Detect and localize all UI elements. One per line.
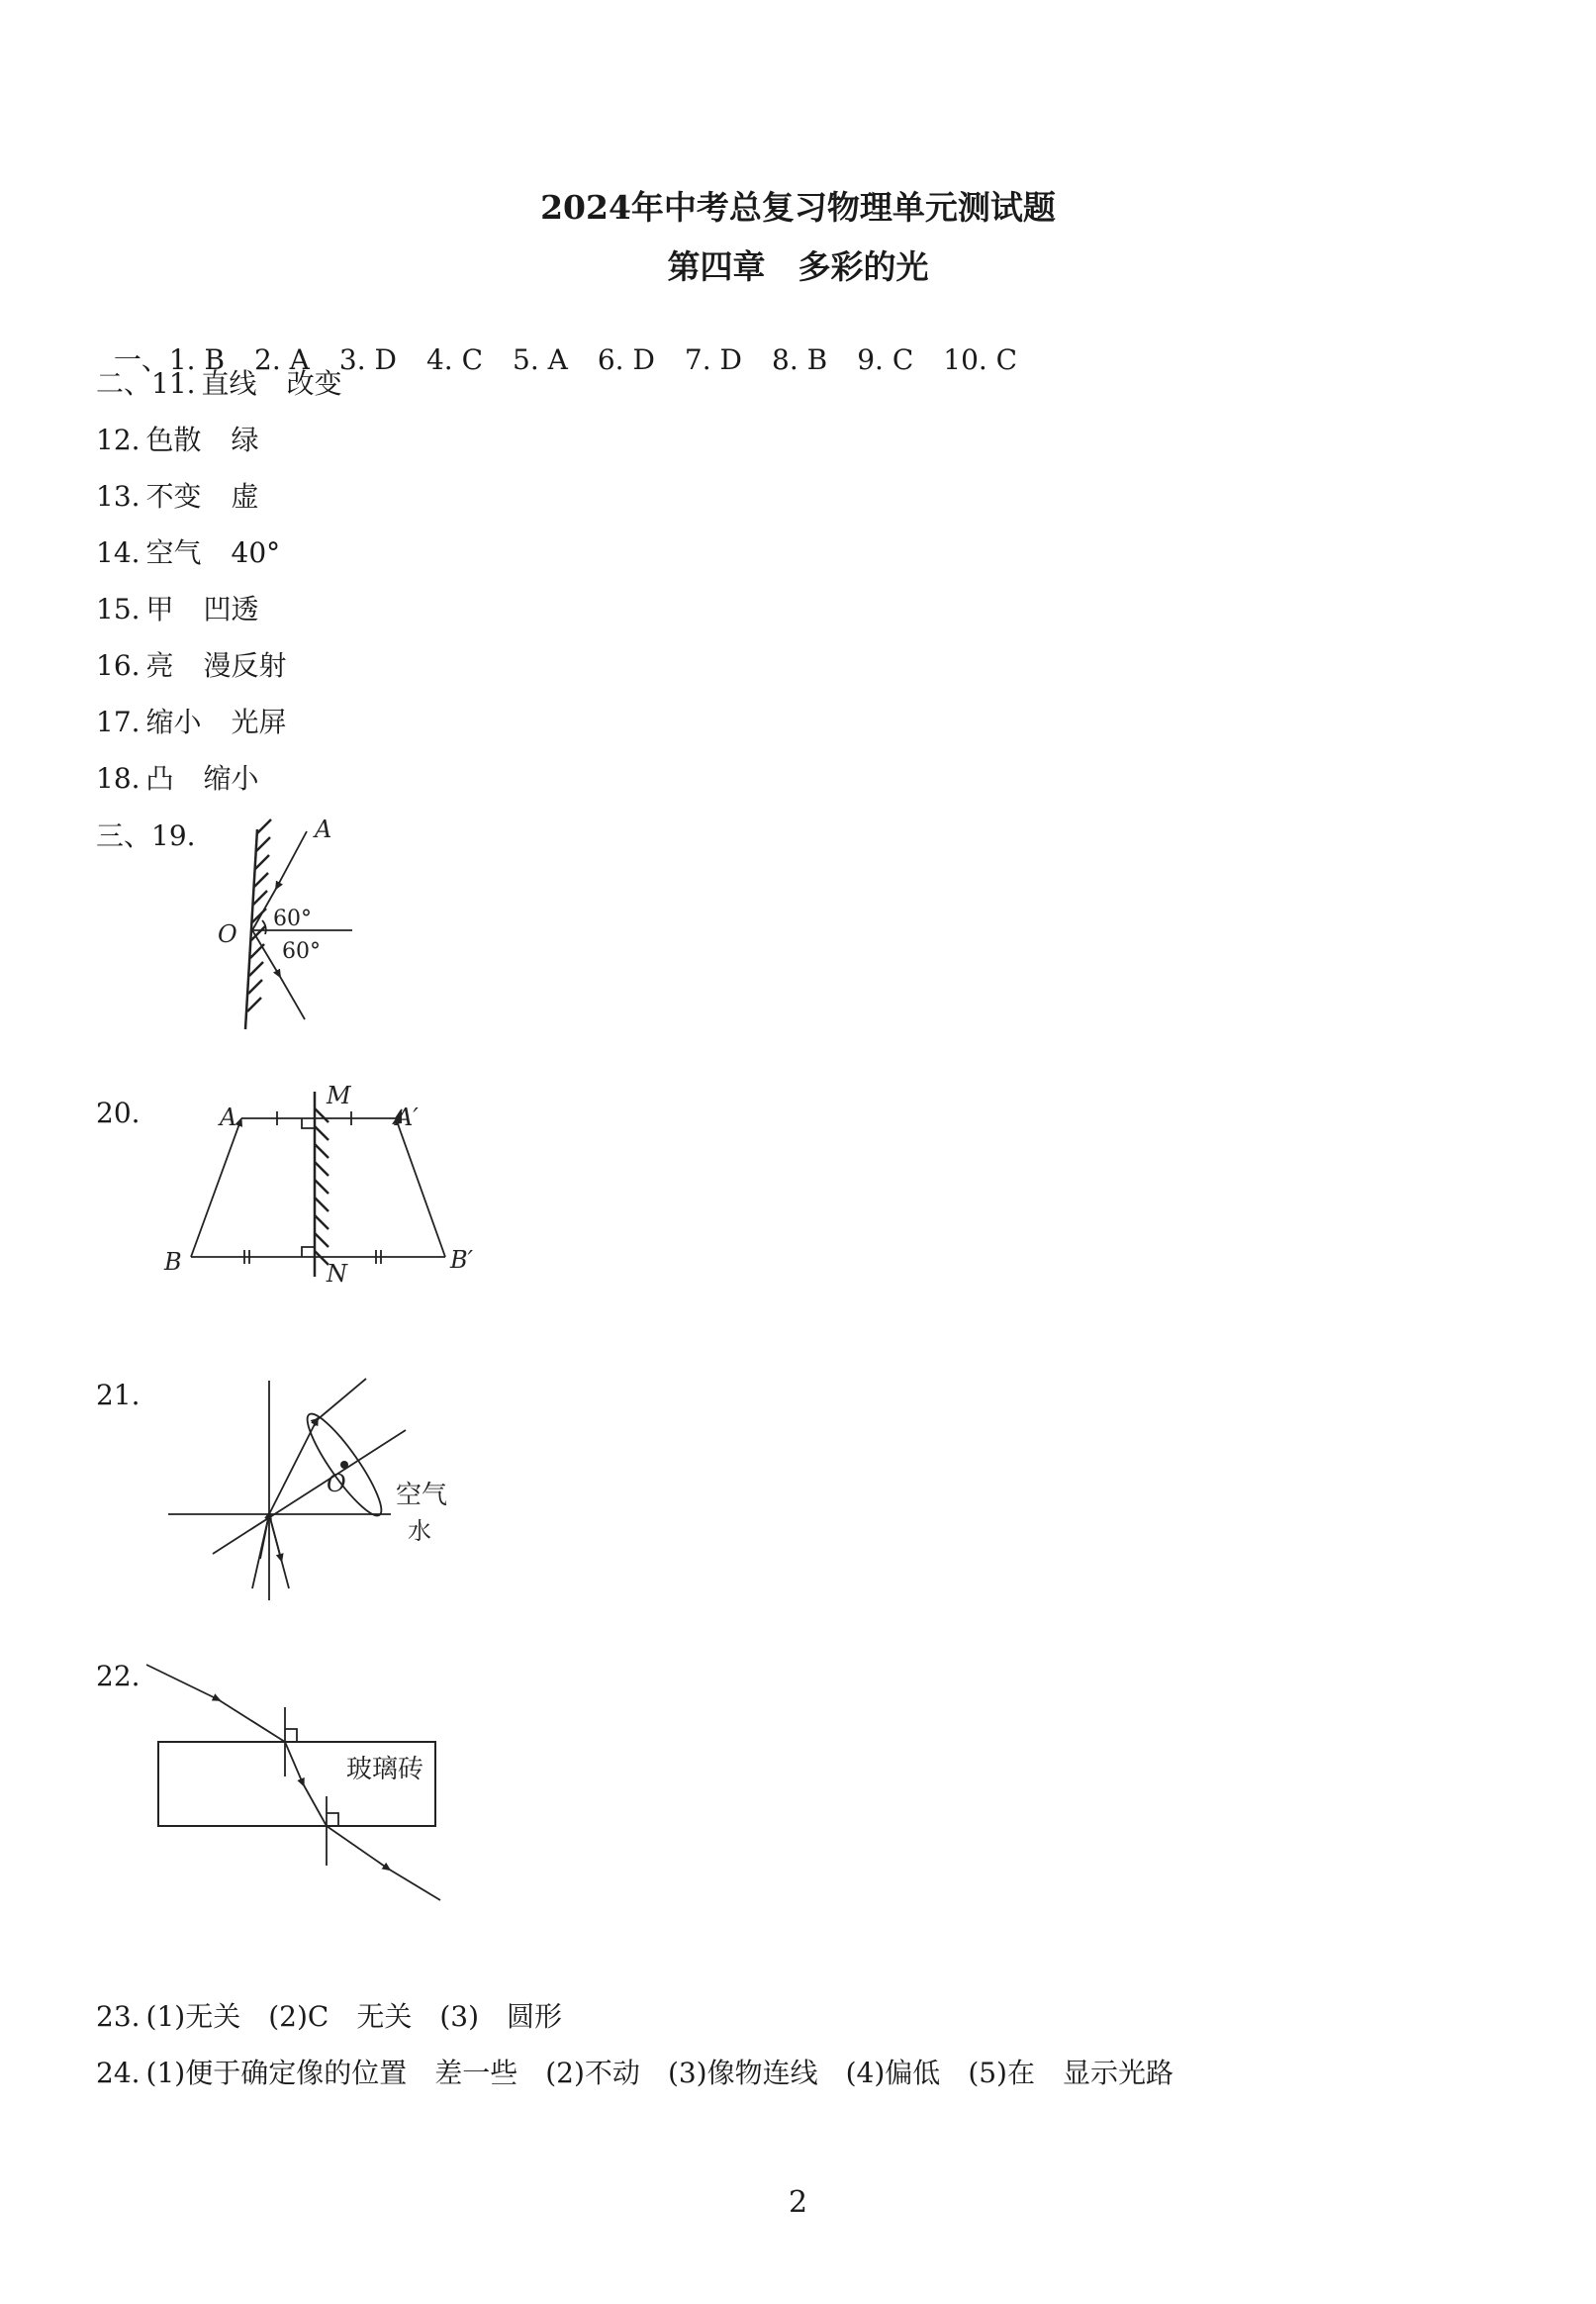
- answer-item: 1. B: [168, 343, 226, 376]
- answer-line-17: 17. 缩小 光屏: [96, 706, 287, 738]
- question-22-label: 22.: [96, 1660, 141, 1692]
- angle-label: 60°: [282, 939, 321, 964]
- answer-item: 8. B: [772, 343, 828, 376]
- answer-item: 10. C: [943, 343, 1018, 376]
- diagram-21-refraction-lens: [158, 1371, 475, 1608]
- question-21-label: 21.: [96, 1379, 141, 1411]
- question-20-label: 20.: [96, 1097, 141, 1129]
- answer-item: 2. A: [254, 343, 310, 376]
- point-label-B: B: [164, 1248, 182, 1276]
- answer-line-12: 12. 色散 绿: [96, 424, 259, 456]
- answer-line-16: 16. 亮 漫反射: [96, 649, 287, 682]
- angle-label: 60°: [273, 907, 312, 931]
- point-label-A: A: [315, 816, 332, 843]
- answer-line-14: 14. 空气 40°: [96, 536, 281, 569]
- answer-line-23: 23. (1)无关 (2)C 无关 (3) 圆形: [96, 2000, 563, 2033]
- point-label-O: O: [218, 920, 237, 948]
- point-label-N: N: [327, 1260, 347, 1288]
- medium-label-water: 水: [408, 1517, 431, 1545]
- glass-block-label: 玻璃砖: [346, 1755, 424, 1784]
- page-number: 2: [788, 2185, 808, 2220]
- point-label-O: O: [327, 1470, 346, 1497]
- answer-item: 6. D: [597, 343, 655, 376]
- answer-item: 3. D: [338, 343, 397, 376]
- point-label-A: A: [220, 1104, 237, 1131]
- medium-label-air: 空气: [396, 1481, 448, 1510]
- answer-item: 4. C: [425, 343, 483, 376]
- point-label-B-prime: B′: [450, 1246, 474, 1274]
- answer-item: 7. D: [684, 343, 742, 376]
- diagram-19-reflection: [198, 812, 376, 1049]
- section-label: 一、: [113, 343, 169, 376]
- answer-line-15: 15. 甲 凹透: [96, 593, 259, 625]
- point-label-A-prime: A′: [396, 1104, 419, 1131]
- answer-line-24: 24. (1)便于确定像的位置 差一些 (2)不动 (3)像物连线 (4)偏低 (5)在 显示光路: [96, 2057, 1174, 2089]
- point-label-M: M: [327, 1082, 351, 1109]
- answer-line-18: 18. 凸 缩小: [96, 762, 259, 795]
- page-title: 2024年中考总复习物理单元测试题: [540, 188, 1056, 227]
- answer-line-13: 13. 不变 虚: [96, 480, 259, 513]
- chapter-title: 第四章 多彩的光: [667, 247, 929, 286]
- answer-item: 9. C: [857, 343, 914, 376]
- diagram-20-plane-mirror: [158, 1084, 485, 1292]
- answer-item: 5. A: [513, 343, 568, 376]
- diagram-22-glass-block: [139, 1653, 455, 1910]
- section-label: 二、: [96, 367, 152, 400]
- answer-line-11: 二、11. 直线 改变: [96, 367, 342, 400]
- question-19-label: 三、19.: [96, 819, 196, 852]
